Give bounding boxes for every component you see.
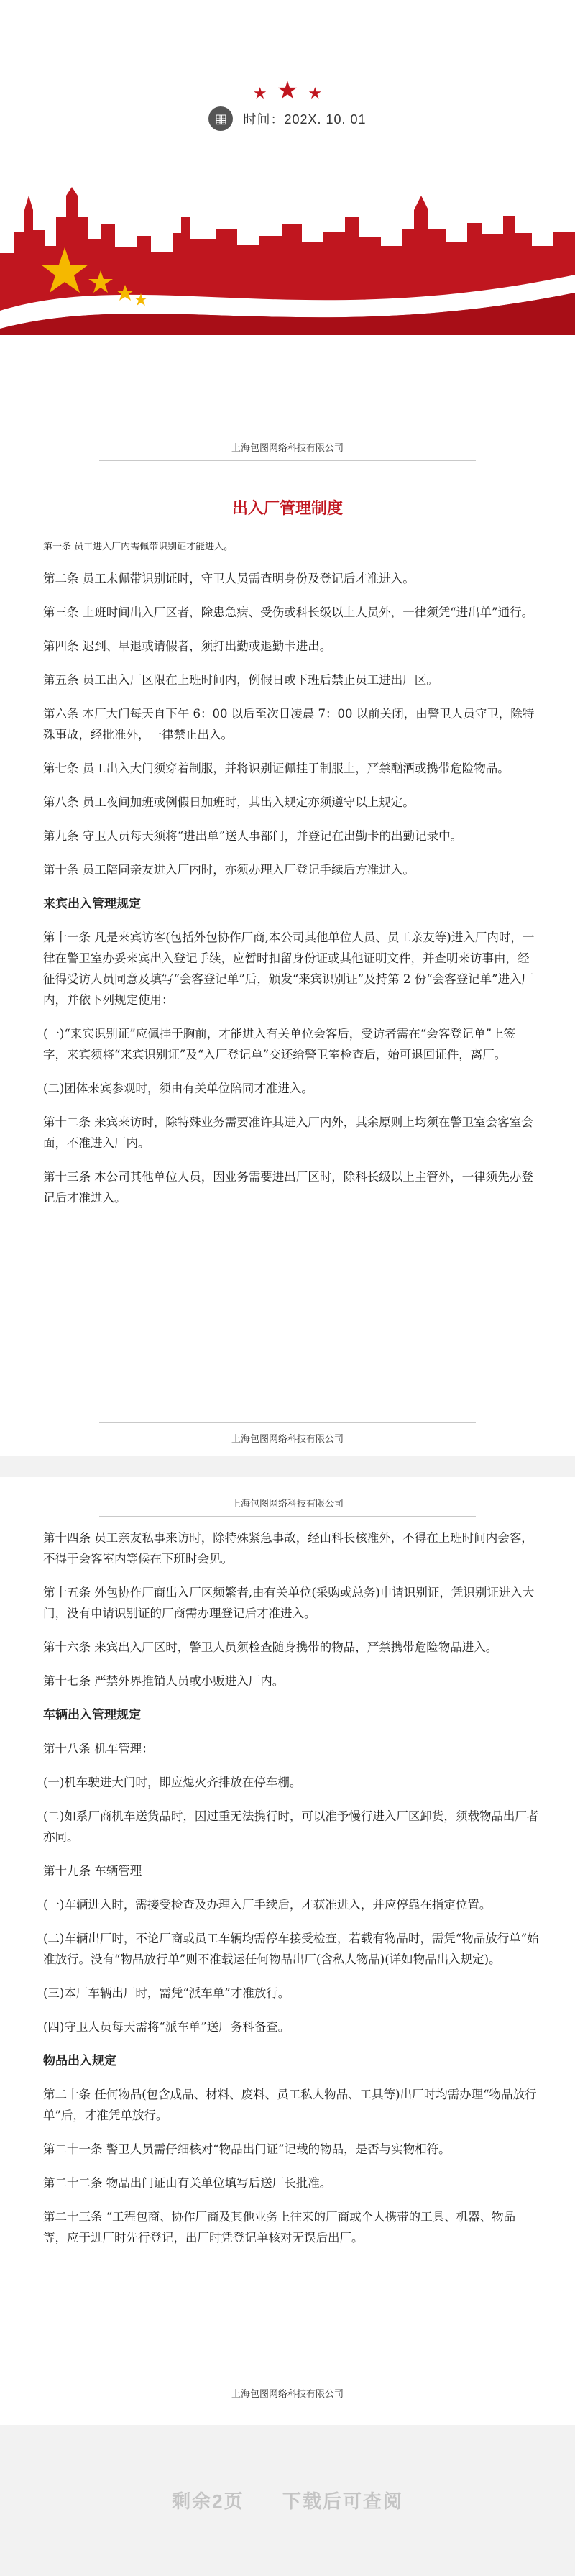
article-paragraph: 第十八条 机车管理： — [43, 1742, 154, 1755]
article-paragraph: 第十二条 来宾来访时，除特殊业务需要准许其进入厂内外，其余原则上均须在警卫室会客室会面，不准进入厂内。 — [43, 1115, 533, 1150]
star-icon: ★ — [252, 85, 267, 103]
article-paragraph: 第七条 员工出入大门须穿着制服，并将识别证佩挂于制服上，严禁酗酒或携带危险物品。 — [43, 762, 510, 775]
article-paragraph: 第五条 员工出入厂区限在上班时间内，例假日或下班后禁止员工进出厂区。 — [43, 673, 438, 687]
download-more-banner[interactable] — [0, 2487, 575, 2513]
article-paragraph: (一)“来宾识别证”应佩挂于胸前，才能进入有关单位会客后，受访者需在“会客登记单”上签字，来宾须将“来宾识别证”及“入厂登记单”交还给警卫室检查后，始可退回证件，离厂。 — [43, 1027, 516, 1061]
page-header-company: 上海包图网络科技有限公司 — [231, 443, 344, 454]
section-heading: 来宾出入管理规定 — [43, 897, 141, 910]
article-paragraph: 第十四条 员工亲友私事来访时，除特殊紧急事故，经由科长核准外，不得在上班时间内会客，不得于会客室内等候在下班时会见。 — [43, 1531, 533, 1566]
page-gap — [0, 1456, 575, 1477]
download-to-view-label[interactable]: 下载后可查阅 — [282, 2490, 403, 2512]
city-skyline-banner — [0, 167, 575, 335]
section-heading: 物品出入规定 — [43, 2054, 116, 2068]
remaining-pages-label: 剩余2页 — [172, 2490, 244, 2512]
article-paragraph: 第四条 迟到、早退或请假者，须打出勤或退勤卡进出。 — [43, 639, 332, 653]
time-label: 时间：202X. 10. 01 — [243, 112, 367, 127]
article-paragraph: 第八条 员工夜间加班或例假日加班时，其出入规定亦须遵守以上规定。 — [43, 795, 415, 809]
page-2 — [0, 1477, 575, 2425]
page-2-body — [43, 1527, 539, 2261]
article-paragraph: 第二十二条 物品出门证由有关单位填写后送厂长批准。 — [43, 2176, 332, 2190]
page-footer-company: 上海包图网络科技有限公司 — [231, 2389, 344, 2400]
article-paragraph: 第十六条 来宾出入厂区时，警卫人员须检查随身携带的物品，严禁携带危险物品进入。 — [43, 1640, 498, 1654]
article-paragraph: 第九条 守卫人员每天须将“进出单”送人事部门，并登记在出勤卡的出勤记录中。 — [43, 829, 463, 843]
star-icon: ★ — [308, 85, 323, 103]
article-paragraph: 第十七条 严禁外界推销人员或小贩进入厂内。 — [43, 1674, 285, 1688]
section-heading: 车辆出入管理规定 — [43, 1708, 141, 1722]
article-paragraph: (一)车辆进入时，需接受检查及办理入厂手续后，才获准进入，并应停靠在指定位置。 — [43, 1898, 492, 1912]
page-header-company: 上海包图网络科技有限公司 — [231, 1499, 344, 1509]
header-divider — [99, 460, 476, 461]
document-title: 出入厂管理制度 — [231, 499, 343, 518]
three-stars-decoration — [0, 76, 575, 105]
article-paragraph: 第十三条 本公司其他单位人员，因业务需要进出厂区时，除科长级以上主管外，一律须先办登记后才准进入。 — [43, 1170, 533, 1205]
article-paragraph: 第二条 员工未佩带识别证时，守卫人员需查明身份及登记后才准进入。 — [43, 572, 415, 585]
article-paragraph: 第十九条 车辆管理 — [43, 1864, 142, 1878]
article-paragraph: 第十条 员工陪同亲友进入厂内时，亦须办理入厂登记手续后方准进入。 — [43, 863, 415, 877]
article-paragraph: 第六条 本厂大门每天自下午 6：00 以后至次日凌晨 7：00 以前关闭，由警卫人员守卫，除特殊事故，经批准外，一律禁止出入。 — [43, 707, 535, 741]
footer-divider — [99, 1422, 476, 1423]
page-footer-company: 上海包图网络科技有限公司 — [231, 1434, 344, 1445]
time-row — [0, 106, 575, 131]
article-paragraph: (三)本厂车辆出厂时，需凭“派车单”才准放行。 — [43, 1986, 290, 2000]
article-paragraph: 第十一条 凡是来宾访客(包括外包协作厂商,本公司其他单位人员、员工亲友等)进入厂内时，一律在警卫室办妥来宾出入登记手续，应暂时扣留身份证或其他证明文件，并查明来访事由，经征得受访人员同意及填写“会客登记单”后，颁发“来宾识别证”及持第 2 份“会客登记单”进入厂内，并依下列规定使用： — [43, 931, 535, 1007]
cover-section — [0, 0, 575, 539]
article-paragraph: (二)车辆出厂时，不论厂商或员工车辆均需停车接受检查，若载有物品时，需凭“物品放行单”始准放行。没有“物品放行单”则不准载运任何物品出厂(含私人物品)(详如物品出入规定)。 — [43, 1932, 539, 1966]
article-paragraph: 第二十一条 警卫人员需仔细核对“物品出门证”记载的物品，是否与实物相符。 — [43, 2142, 451, 2156]
page-1 — [0, 539, 575, 1456]
header-divider — [99, 1516, 476, 1517]
star-icon: ★ — [276, 76, 299, 105]
article-paragraph: (二)团体来宾参观时，须由有关单位陪同才准进入。 — [43, 1082, 313, 1095]
article-paragraph: 第一条 员工进入厂内需佩带识别证才能进入。 — [43, 542, 234, 552]
article-paragraph: 第三条 上班时间出入厂区者，除患急病、受伤或科长级以上人员外，一律须凭“进出单”通行。 — [43, 606, 534, 619]
article-paragraph: 第十五条 外包协作厂商出入厂区频繁者,由有关单位(采购或总务)申请识别证，凭识别证进入大门，没有申请识别证的厂商需办理登记后才准进入。 — [43, 1586, 535, 1620]
article-paragraph: 第二十条 任何物品(包含成品、材料、废料、员工私人物品、工具等)出厂时均需办理“物品放行单”后，才准凭单放行。 — [43, 2088, 537, 2122]
article-paragraph: (二)如系厂商机车送货品时，因过重无法携行时，可以准予慢行进入厂区卸货，须载物品出厂者亦同。 — [43, 1809, 539, 1844]
page-1-body — [43, 539, 539, 1221]
article-paragraph: (四)守卫人员每天需将“派车单”送厂务科备查。 — [43, 2020, 290, 2034]
calendar-icon: ▦ — [208, 106, 233, 131]
article-paragraph: 第二十三条 “工程包商、协作厂商及其他业务上往来的厂商或个人携带的工具、机器、物品等，应于进厂时先行登记，出厂时凭登记单核对无误后出厂。 — [43, 2210, 516, 2244]
article-paragraph: (一)机车驶进大门时，即应熄火齐排放在停车棚。 — [43, 1776, 302, 1789]
